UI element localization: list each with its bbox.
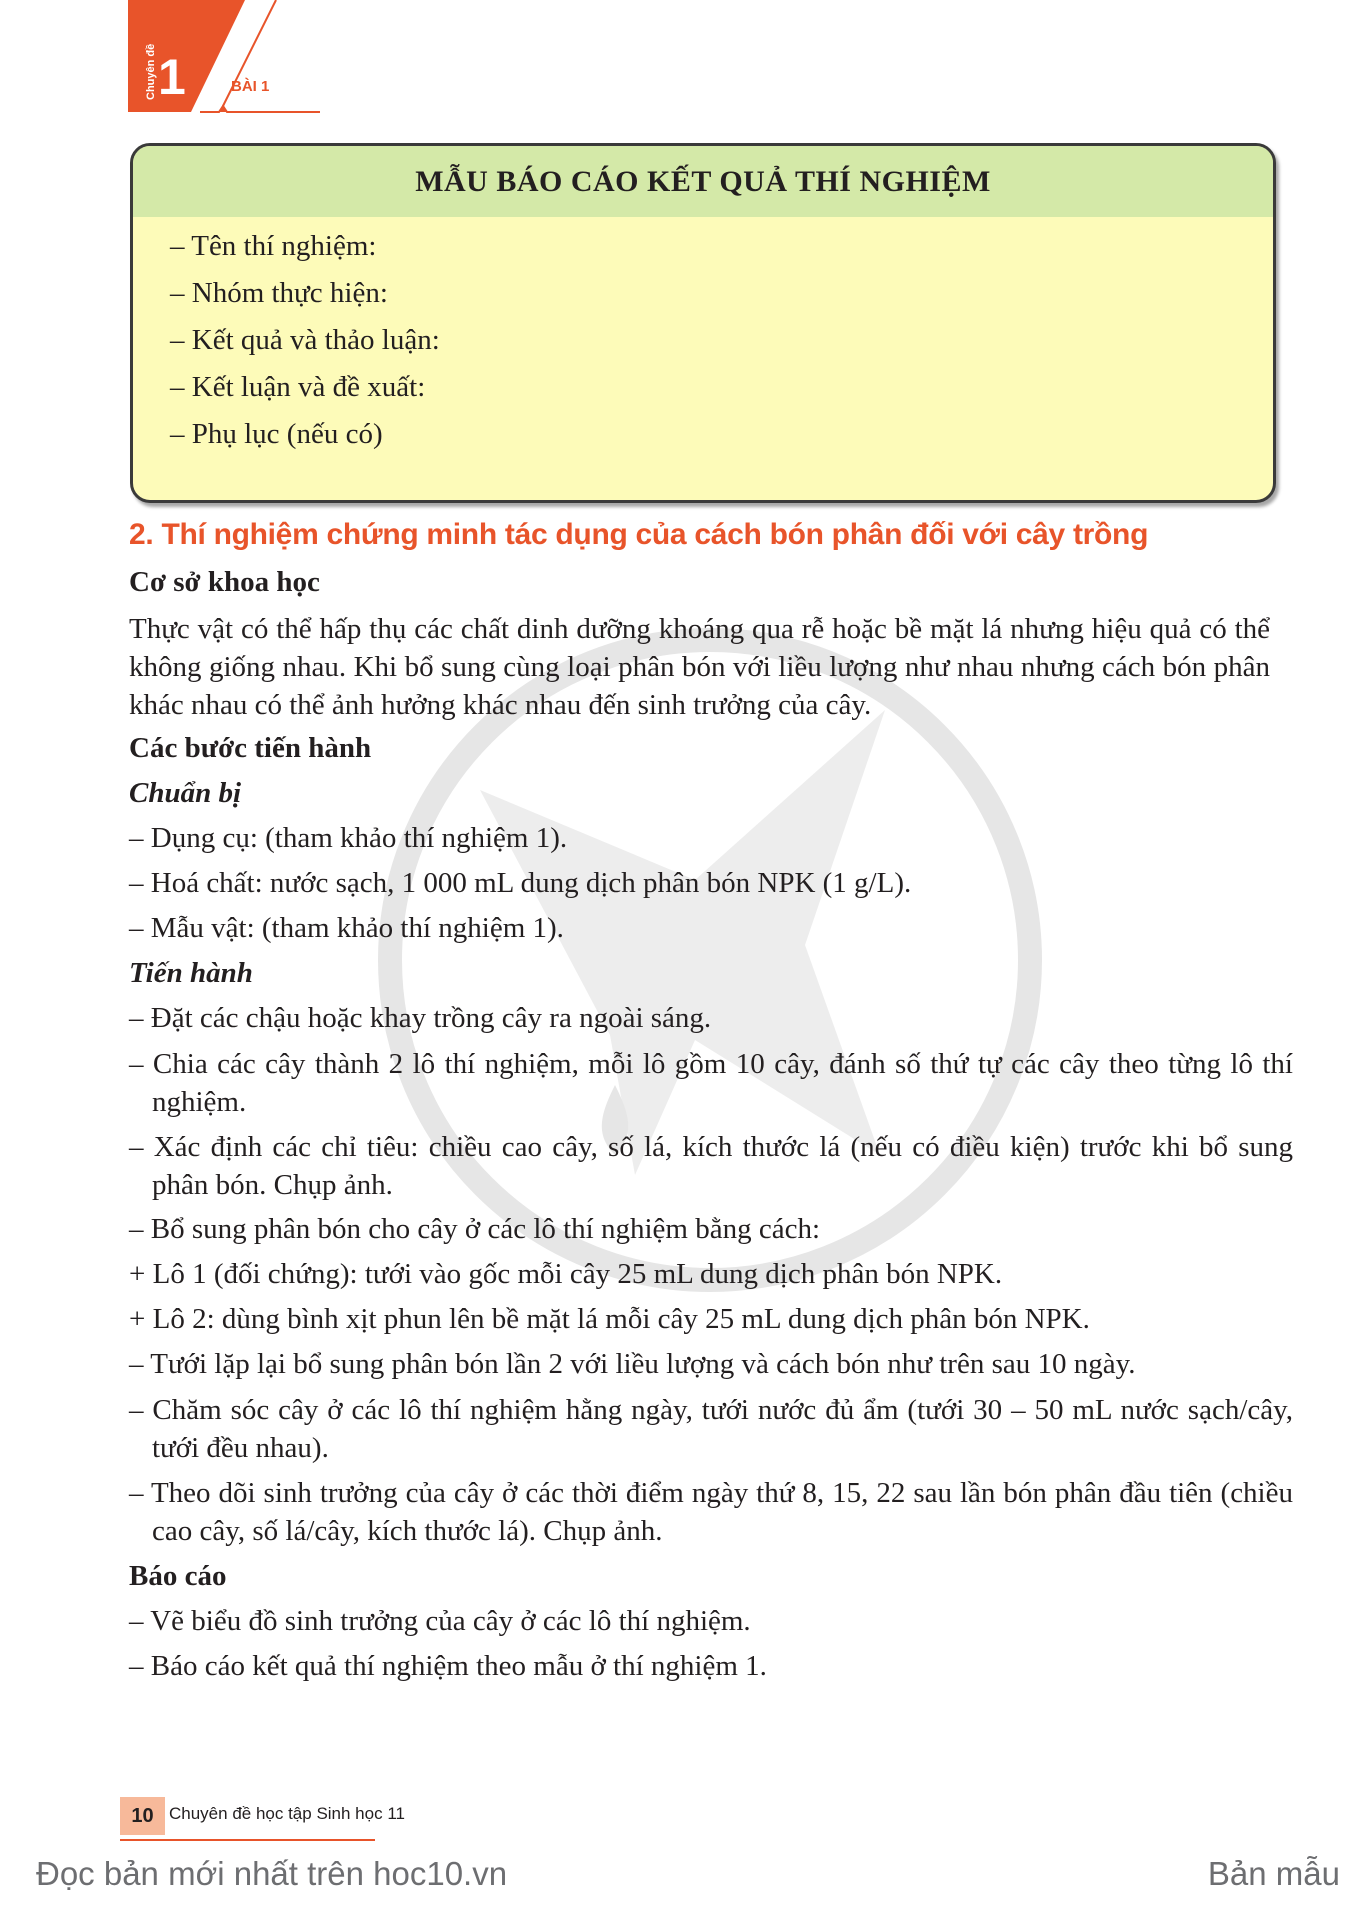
prep-item: – Mẫu vật: (tham khảo thí nghiệm 1). bbox=[129, 912, 564, 944]
basis-heading: Cơ sở khoa học bbox=[129, 566, 320, 598]
procedure-item: – Chia các cây thành 2 lô thí nghiệm, mỗi lô gồm 10 cây, đánh số thứ tự các cây theo từng lô thí nghiệm. bbox=[129, 1048, 1293, 1118]
section-title: 2. Thí nghiệm chứng minh tác dụng của cách bón phân đối với cây trồng bbox=[129, 518, 1149, 551]
procedure-item: – Theo dõi sinh trưởng của cây ở các thời điểm ngày thứ 8, 15, 22 sau lần bón phân đầu tiên (chiều cao cây, số lá/cây, kích thước lá). Chụp ảnh. bbox=[129, 1477, 1293, 1547]
footer-rule bbox=[120, 1839, 375, 1841]
procedure-heading: Tiến hành bbox=[129, 957, 253, 989]
prep-item: – Hoá chất: nước sạch, 1 000 mL dung dịch phân bón NPK (1 g/L). bbox=[129, 867, 912, 899]
procedure-item: – Đặt các chậu hoặc khay trồng cây ra ngoài sáng. bbox=[129, 1002, 712, 1034]
page-number: 10 bbox=[120, 1797, 165, 1835]
procedure-item: – Xác định các chỉ tiêu: chiều cao cây, số lá, kích thước lá (nếu có điều kiện) trước khi bổ sung phân bón. Chụp ảnh. bbox=[129, 1131, 1293, 1201]
report-template-list bbox=[133, 217, 1273, 458]
procedure-item: + Lô 2: dùng bình xịt phun lên bề mặt lá mỗi cây 25 mL dung dịch phân bón NPK. bbox=[129, 1303, 1090, 1335]
procedure-item: – Bổ sung phân bón cho cây ở các lô thí nghiệm bằng cách: bbox=[129, 1213, 821, 1245]
steps-heading: Các bước tiến hành bbox=[129, 732, 372, 764]
list-item: – Kết luận và đề xuất: bbox=[170, 371, 426, 403]
report-heading: Báo cáo bbox=[129, 1560, 227, 1592]
list-item: – Nhóm thực hiện: bbox=[170, 277, 388, 309]
topic-label: Chuyên đề bbox=[145, 43, 157, 100]
prep-heading: Chuẩn bị bbox=[129, 777, 242, 809]
procedure-item: + Lô 1 (đối chứng): tưới vào gốc mỗi cây 25 mL dung dịch phân bón NPK. bbox=[129, 1258, 1003, 1290]
book-title: Chuyên đề học tập Sinh học 11 bbox=[169, 1804, 405, 1823]
procedure-item: – Tưới lặp lại bổ sung phân bón lần 2 với liều lượng và cách bón như trên sau 10 ngày. bbox=[129, 1348, 1136, 1380]
prep-item: – Dụng cụ: (tham khảo thí nghiệm 1). bbox=[129, 822, 568, 854]
report-template-box bbox=[130, 143, 1276, 503]
list-item: – Phụ lục (nếu có) bbox=[170, 418, 383, 450]
report-item: – Báo cáo kết quả thí nghiệm theo mẫu ở thí nghiệm 1. bbox=[129, 1650, 767, 1682]
list-item: – Kết quả và thảo luận: bbox=[170, 324, 440, 356]
list-item: – Tên thí nghiệm: bbox=[170, 230, 377, 262]
report-item: – Vẽ biểu đồ sinh trưởng của cây ở các lô thí nghiệm. bbox=[129, 1605, 751, 1637]
lesson-label: BÀI 1 bbox=[231, 78, 270, 95]
topic-number: 1 bbox=[158, 49, 186, 105]
report-template-title: MẪU BÁO CÁO KẾT QUẢ THÍ NGHIỆM bbox=[133, 146, 1273, 217]
draft-note: Bản mẫu bbox=[1207, 1855, 1340, 1892]
procedure-item: – Chăm sóc cây ở các lô thí nghiệm hằng ngày, tưới nước đủ ẩm (tưới 30 – 50 mL nước sạch/cây, tưới đều nhau). bbox=[129, 1394, 1293, 1464]
basis-paragraph: Thực vật có thể hấp thụ các chất dinh dưỡng khoáng qua rễ hoặc bề mặt lá nhưng hiệu quả có thể không giống nhau. Khi bổ sung cùng loại phân bón với liều lượng như nhau nhưng cách bón phân khác nhau có thể ảnh hưởng khác nhau đến sinh trưởng của cây. bbox=[129, 613, 1270, 721]
source-note: Đọc bản mới nhất trên hoc10.vn bbox=[36, 1855, 508, 1892]
